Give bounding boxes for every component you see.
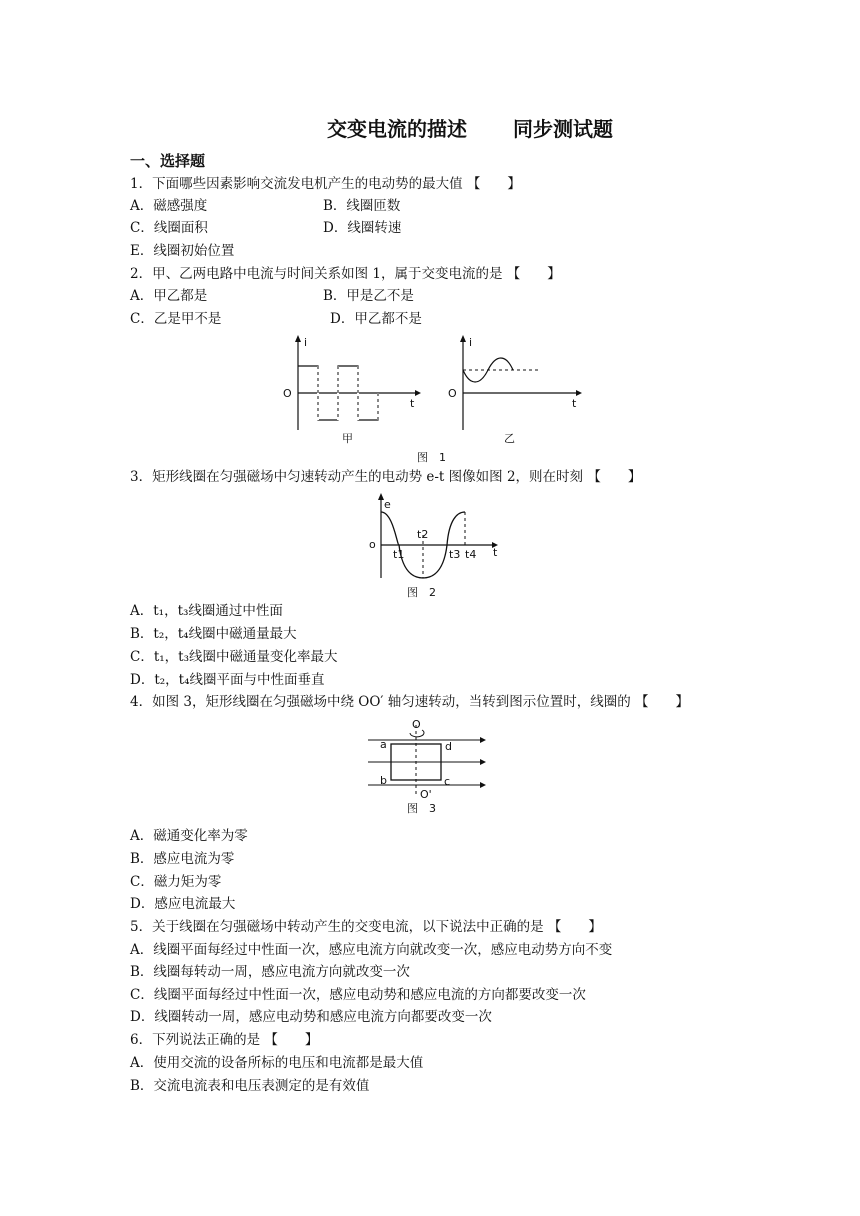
figure-3 <box>365 715 495 820</box>
q2-option-c: C．乙是甲不是 <box>130 311 222 327</box>
fig3-b-label: b <box>380 774 387 787</box>
q5-option-a: A．线圈平面每经过中性面一次，感应电流方向就改变一次，感应电动势方向不变 <box>130 942 613 958</box>
q1-option-e: E．线圈初始位置 <box>130 243 235 259</box>
fig3-d-label: d <box>445 740 452 753</box>
question-2-stem: 2．甲、乙两电路中电流与时间关系如图 1，属于交变电流的是 【 】 <box>130 266 561 282</box>
q6-option-a: A．使用交流的设备所标的电压和电流都是最大值 <box>130 1055 424 1071</box>
fig1-left-t-label: t <box>410 397 415 410</box>
fig1-left-t-arrow <box>415 390 421 396</box>
q3-option-d: D．t₂，t₄线圈平面与中性面垂直 <box>130 672 325 688</box>
q3-option-c: C．t₁，t₃线圈中磁通量变化率最大 <box>130 649 338 665</box>
fig2-t1-label: t1 <box>393 548 405 561</box>
fig3-c-label: c <box>444 775 451 788</box>
question-3-stem: 3．矩形线圈在匀强磁场中匀速转动产生的电动势 e-t 图像如图 2，则在时刻 【 】 <box>130 469 642 485</box>
fig3-rotation-arrow <box>410 730 424 737</box>
q5-option-b: B．线圈每转动一周，感应电流方向就改变一次 <box>130 964 410 980</box>
title-sub: 同步测试题 <box>513 117 613 141</box>
section-heading: 一、选择题 <box>130 152 206 170</box>
q5-option-c: C．线圈平面每经过中性面一次，感应电动势和感应电流的方向都要改变一次 <box>130 987 586 1003</box>
fig1-caption: 图 1 <box>417 451 446 464</box>
fig1-left-origin: O <box>283 387 292 400</box>
q2-option-b: B．甲是乙不是 <box>323 288 414 304</box>
fig2-t2-label: t2 <box>417 528 429 541</box>
q4-option-b: B．感应电流为零 <box>130 851 235 867</box>
question-1-stem: 1．下面哪些因素影响交流发电机产生的电动势的最大值 【 】 <box>130 176 521 192</box>
q1-option-a: A．磁感强度 <box>130 198 208 214</box>
page-title <box>0 113 860 142</box>
fig3-caption: 图 3 <box>407 802 436 815</box>
fig1-right-i-label: i <box>469 336 473 349</box>
fig3-o-prime-label: O' <box>420 788 432 801</box>
q4-option-c: C．磁力矩为零 <box>130 874 222 890</box>
fig1-left-caption: 甲 <box>342 432 353 445</box>
q6-option-b: B．交流电流表和电压表测定的是有效值 <box>130 1078 370 1094</box>
q2-option-a: A．甲乙都是 <box>130 288 208 304</box>
question-6-stem: 6．下列说法正确的是 【 】 <box>130 1032 319 1048</box>
fig2-t3-label: t3 <box>449 548 461 561</box>
fig2-t-label: t <box>493 546 498 559</box>
q4-option-a: A．磁通变化率为零 <box>130 828 248 844</box>
q1-option-b: B．线圈匝数 <box>323 198 401 214</box>
figure-1 <box>280 330 600 465</box>
question-5-stem: 5．关于线圈在匀强磁场中转动产生的交变电流，以下说法中正确的是 【 】 <box>130 919 602 935</box>
fig3-a-label: a <box>380 738 387 751</box>
fig2-e-label: e <box>384 498 391 511</box>
figure-2 <box>365 490 515 602</box>
fig1-right-t-label: t <box>572 397 577 410</box>
fig1-right-caption: 乙 <box>504 432 515 445</box>
q5-option-d: D．线圈转动一周，感应电动势和感应电流方向都要改变一次 <box>130 1009 492 1025</box>
question-4-stem: 4．如图 3，矩形线圈在匀强磁场中绕 OO′ 轴匀速转动，当转到图示位置时，线圈的 【 】 <box>130 694 690 710</box>
q3-option-a: A．t₁，t₃线圈通过中性面 <box>130 603 283 619</box>
fig1-right-t-arrow <box>576 390 582 396</box>
fig2-t4-label: t4 <box>465 548 477 561</box>
fig2-caption: 图 2 <box>407 586 436 599</box>
title-main: 交变电流的描述 <box>327 117 467 141</box>
fig1-right-origin: O <box>448 387 457 400</box>
q1-option-d: D．线圈转速 <box>323 220 402 236</box>
q1-option-c: C．线圈面积 <box>130 220 208 236</box>
q2-option-d: D．甲乙都不是 <box>330 311 422 327</box>
q4-option-d: D．感应电流最大 <box>130 896 236 912</box>
fig1-left-i-arrow <box>295 335 301 342</box>
q3-option-b: B．t₂，t₄线圈中磁通量最大 <box>130 626 297 642</box>
fig3-o-label: O <box>412 718 421 731</box>
fig2-origin: o <box>369 538 376 551</box>
fig1-right-i-arrow <box>460 335 466 342</box>
fig1-left-i-label: i <box>304 336 308 349</box>
